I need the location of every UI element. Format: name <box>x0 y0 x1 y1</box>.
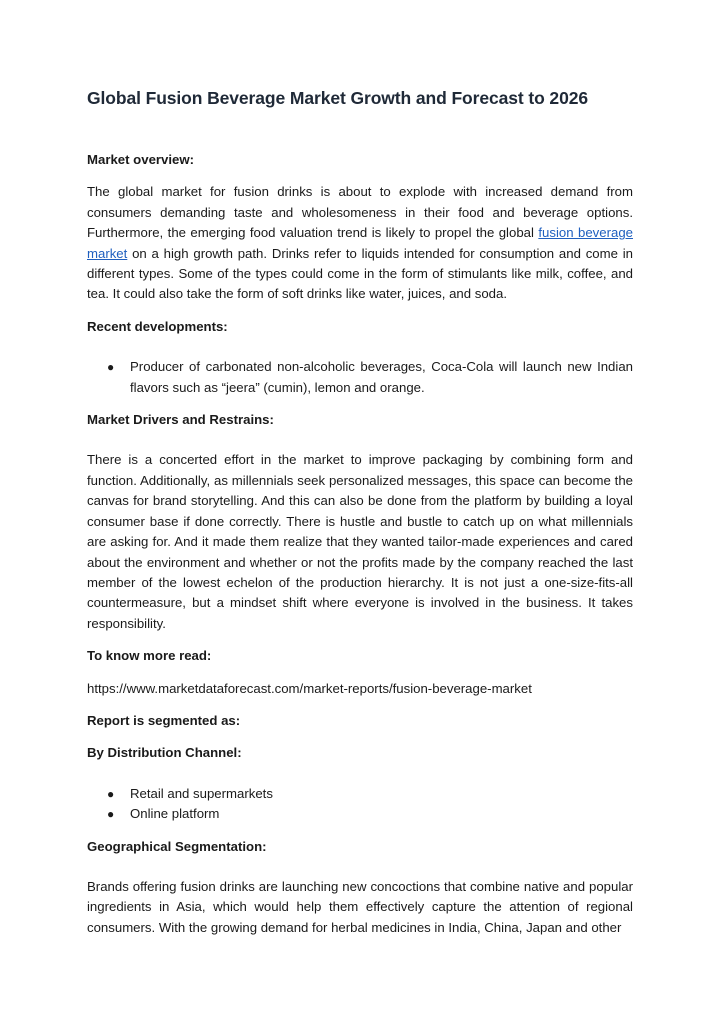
recent-developments-list <box>87 357 633 398</box>
distribution-channel-list <box>87 784 633 825</box>
list-item-text: Producer of carbonated non-alcoholic beverages, Coca-Cola will launch new Indian flavors such as “jeera” (cumin), lemon and orange. <box>130 359 633 395</box>
read-more-heading: To know more read: <box>87 648 212 664</box>
list-item <box>87 804 633 824</box>
overview-text-part-1: The global market for fusion drinks is about to explode with increased demand from consumers demanding taste and wholesomeness in their food and beverage options. Furthermore, the emerging food valuation trend is likely to propel the global <box>87 184 633 241</box>
market-overview-paragraph <box>87 182 633 304</box>
document-body <box>87 150 633 950</box>
list-item-text: Retail and supermarkets <box>130 785 273 801</box>
bullet-icon: ● <box>107 786 115 801</box>
market-drivers-paragraph: There is a concerted effort in the market to improve packaging by combining form and function. Additionally, as millennials seek personalized messages, this space can become the canvas for brand storytelling. And this can also be done from the platform by building a loyal consumer base if done correctly. There is hustle and bustle to catch up on what millennials are asking for. And it made them realize that they wanted tailor-made experiences and cared about the environment and whether or not the profits made by the company reached the last member of the lowest echelon of the production hierarchy. It is not just a one-size-fits-all countermeasure, but a mindset shift where everyone is involved in the business. It takes responsibility. <box>87 452 633 631</box>
bullet-icon: ● <box>107 807 115 822</box>
segmented-heading: Report is segmented as: <box>87 712 241 728</box>
overview-text-part-2: on a high growth path. Drinks refer to liquids intended for consumption and come in different types. Some of the types could come in the form of stimulants like milk, coffee, and tea. It could also take the form of soft drinks like water, juices, and soda. <box>87 245 633 302</box>
geographical-segmentation-heading: Geographical Segmentation: <box>87 838 267 854</box>
fusion-beverage-market-link[interactable]: fusion beverage market <box>87 225 633 261</box>
geographical-segmentation-paragraph: Brands offering fusion drinks are launching new concoctions that combine native and popular ingredients in Asia, which would help them effectively capture the attention of regional consumers. With the growing demand for herbal medicines in India, China, Japan and other <box>87 878 633 935</box>
market-overview-heading: Market overview: <box>87 152 195 167</box>
document-title: Global Fusion Beverage Market Growth and Forecast to 2026 <box>87 88 588 108</box>
recent-developments-heading: Recent developments: <box>87 318 228 334</box>
list-item-text: Online platform <box>130 806 220 822</box>
market-drivers-heading: Market Drivers and Restrains: <box>87 412 274 428</box>
distribution-channel-heading: By Distribution Channel: <box>87 745 242 761</box>
report-url: https://www.marketdataforecast.com/market-reports/fusion-beverage-market <box>87 680 532 696</box>
list-item <box>87 357 633 398</box>
list-item <box>87 784 633 804</box>
bullet-icon: ● <box>107 360 115 375</box>
